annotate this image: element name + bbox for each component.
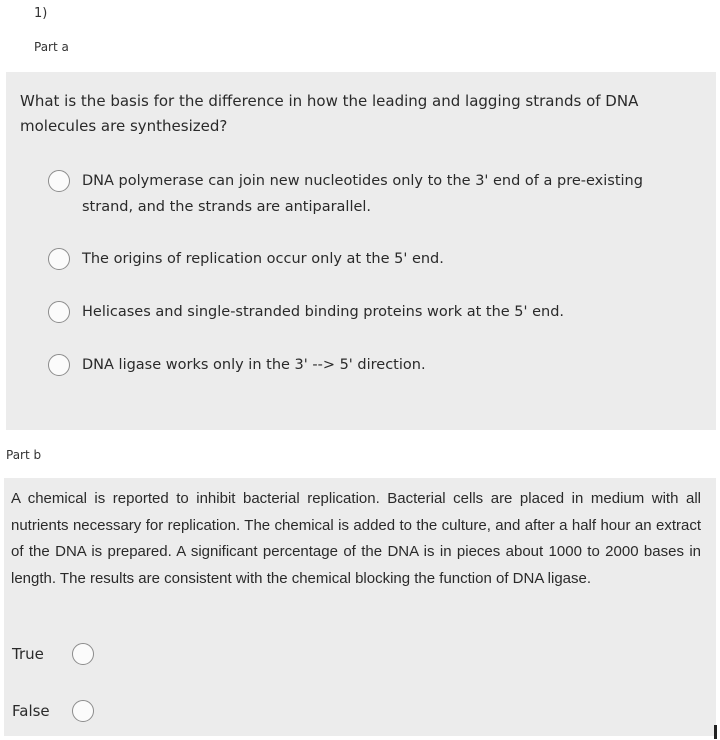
part-b-question: A chemical is reported to inhibit bacterial replication. Bacterial cells are placed in medium with all nutrients necessary for replication. The chemical is added to the culture, and after a half hour an extract of the DNA is prepared. A significant percentage of the DNA is in pieces about 1000 to 2000 bases in length. The results are consistent with the chemical blocking the function of DNA ligase. (11, 490, 701, 587)
part-b-label: Part b (6, 448, 42, 462)
scrollbar-marker (714, 725, 717, 739)
question-number: 1) (34, 6, 48, 21)
radio-button[interactable] (48, 354, 70, 376)
part-a-question: What is the basis for the difference in how the leading and lagging strands of DNA molecules are synthesized? (20, 92, 639, 135)
radio-button[interactable] (48, 248, 70, 270)
option-label: The origins of replication occur only at the 5' end. (82, 251, 444, 267)
radio-button[interactable] (72, 700, 94, 722)
part-a-option-1[interactable] (48, 168, 657, 220)
part-b-option-false[interactable] (12, 700, 94, 722)
part-a-panel (6, 72, 716, 430)
part-a-option-4[interactable] (48, 352, 657, 378)
radio-button[interactable] (72, 643, 94, 665)
option-label: Helicases and single-stranded binding proteins work at the 5' end. (82, 304, 565, 320)
radio-button[interactable] (48, 170, 70, 192)
part-a-option-3[interactable] (48, 299, 657, 325)
part-b-panel (4, 478, 716, 736)
part-b-option-true[interactable] (12, 643, 94, 665)
option-label: DNA ligase works only in the 3' --> 5' direction. (82, 357, 426, 373)
option-label: True (12, 645, 44, 663)
part-a-label: Part a (34, 40, 69, 54)
option-label: DNA polymerase can join new nucleotides only to the 3' end of a pre-existing strand, and the strands are antiparallel. (82, 173, 643, 215)
radio-button[interactable] (48, 301, 70, 323)
option-label: False (12, 702, 50, 720)
part-a-option-2[interactable] (48, 246, 657, 272)
